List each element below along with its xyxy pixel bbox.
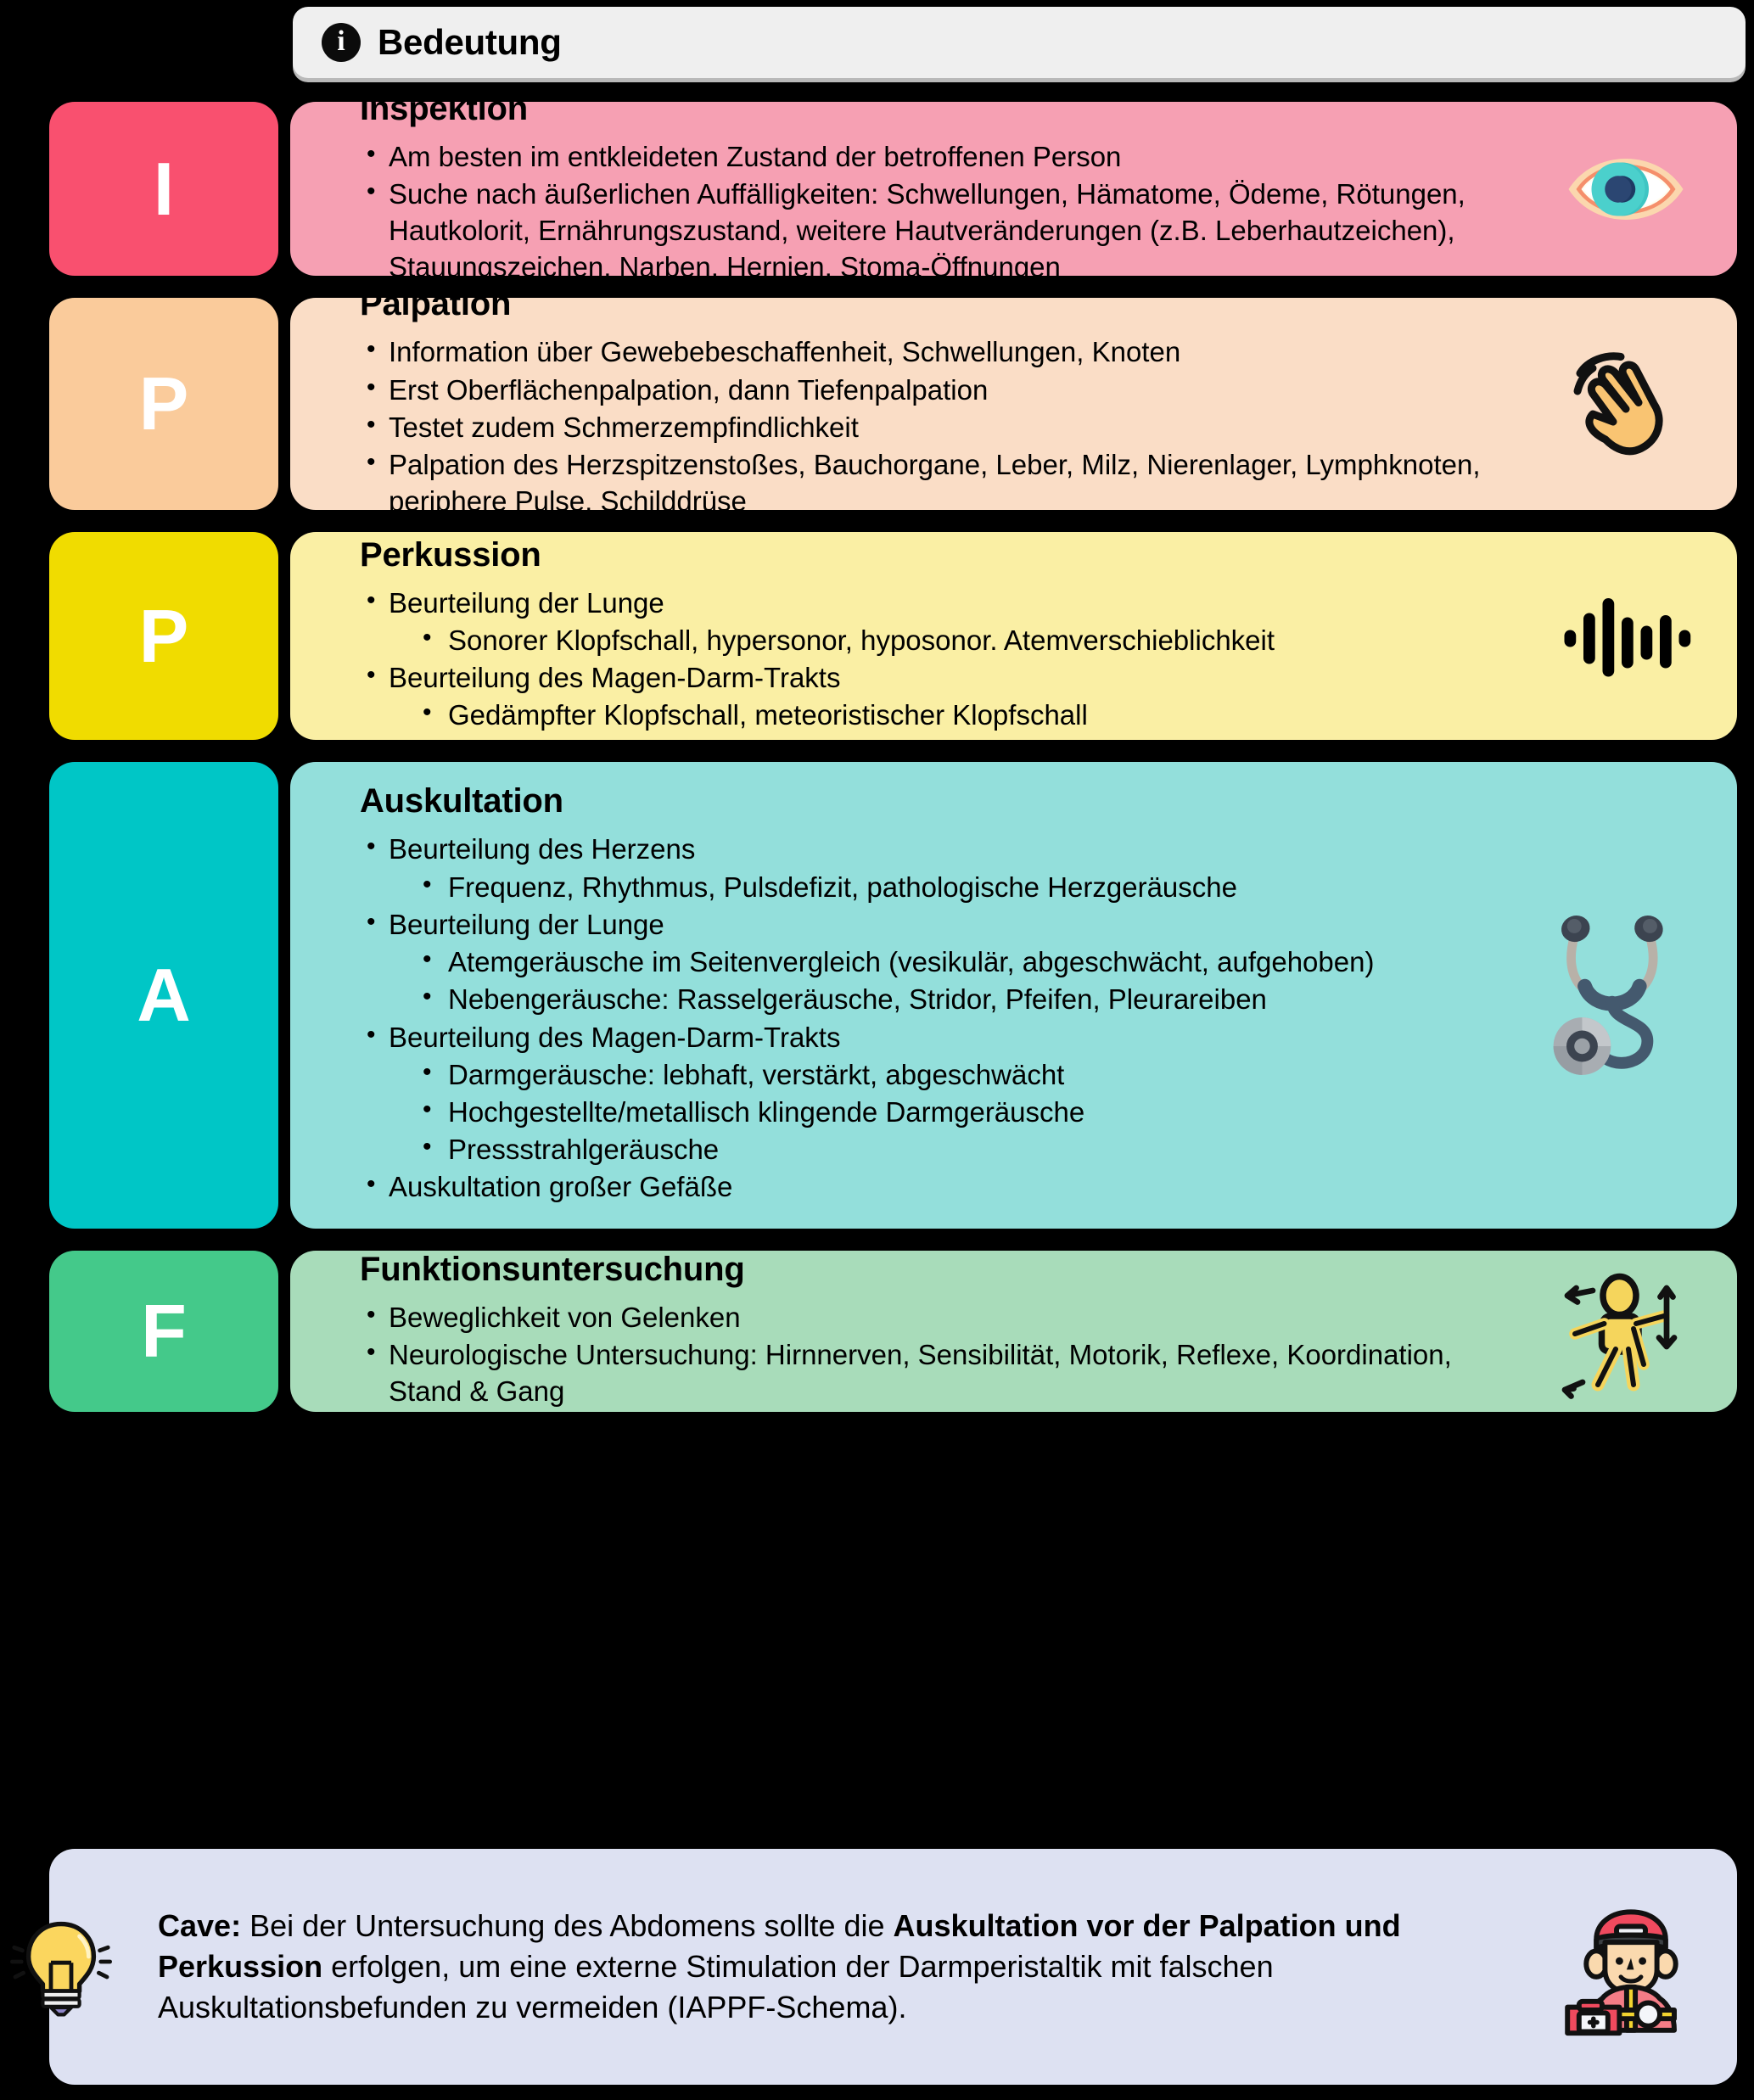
- list-item: • Beurteilung des Herzens: [360, 831, 1482, 867]
- card-title-auskultation: Auskultation: [360, 782, 563, 820]
- body-movement-icon: [1562, 1268, 1690, 1395]
- letter-tile-a: A: [49, 762, 278, 1229]
- list-item: • Beweglichkeit von Gelenken: [360, 1299, 1482, 1336]
- letter-tile-p2: P: [49, 532, 278, 740]
- list-item: • Hochgestellte/metallisch klingende Darmgeräusche: [360, 1094, 1482, 1130]
- cave-card: [49, 1849, 1737, 2085]
- list-item: • Frequenz, Rhythmus, Pulsdefizit, pathologische Herzgeräusche: [360, 869, 1482, 905]
- letter-tile-f: F: [49, 1251, 278, 1412]
- list-item: • Darmgeräusche: lebhaft, verstärkt, abgeschwächt: [360, 1056, 1482, 1093]
- header-row: [293, 7, 1746, 78]
- cave-box: [49, 1849, 1737, 2085]
- list-item: • Erst Oberflächenpalpation, dann Tiefenpalpation: [360, 372, 1482, 408]
- list-item: • Atemgeräusche im Seitenvergleich (vesikulär, abgeschwächt, aufgehoben): [360, 944, 1482, 980]
- list-item: • Am besten im entkleideten Zustand der betroffenen Person: [360, 138, 1482, 175]
- stethoscope-icon: [1545, 910, 1690, 1080]
- card-title-palpation: Palpation: [360, 285, 512, 323]
- rows-container: [0, 89, 1754, 1434]
- list-item: • Suche nach äußerlichen Auffälligkeiten: Schwellungen, Hämatome, Ödeme, Rötungen, Hautkolorit, Ernährungszustand, weitere Hautveränderungen (z.B. Leberhautzeichen), Stauungszeichen, Narben, Hernien, Stoma-Öffnungen: [360, 176, 1482, 286]
- card-title-funktionsuntersuchung: Funktionsuntersuchung: [360, 1250, 745, 1288]
- info-icon: i: [322, 23, 361, 62]
- paramedic-icon: [1559, 1895, 1703, 2039]
- cave-text-part2: erfolgen, um eine externe Stimulation der Darmperistaltik mit falschen Auskultationsbefunden zu vermeiden (IAPPF-Schema).: [158, 1948, 1274, 2025]
- page-title: Bedeutung: [378, 22, 562, 62]
- content-card-auskultation: [290, 762, 1737, 1229]
- bullet-list-palpation: [360, 333, 1482, 520]
- row-inspektion: [0, 89, 1754, 283]
- letter-tile-i: I: [49, 102, 278, 276]
- lightbulb-icon: [10, 1916, 112, 2018]
- list-item: • Beurteilung des Magen-Darm-Trakts: [360, 659, 1482, 696]
- cave-text: [158, 1906, 1482, 2029]
- cave-lead: Cave:: [158, 1907, 242, 1943]
- list-item: • Beurteilung der Lunge: [360, 906, 1482, 943]
- list-item: • Beurteilung der Lunge: [360, 585, 1482, 621]
- list-item: • Palpation des Herzspitzenstoßes, Bauchorgane, Leber, Milz, Nierenlager, Lymphknoten, periphere Pulse, Schilddrüse: [360, 446, 1482, 519]
- row-funktionsuntersuchung: [0, 1251, 1754, 1412]
- bullet-list-funktionsuntersuchung: [360, 1299, 1482, 1411]
- row-auskultation: [0, 762, 1754, 1229]
- soundwave-icon: [1562, 573, 1690, 700]
- list-item: • Neurologische Untersuchung: Hirnnerven, Sensibilität, Motorik, Reflexe, Koordination, Stand & Gang: [360, 1336, 1482, 1409]
- card-title-perkussion: Perkussion: [360, 535, 541, 574]
- list-item: • Gedämpfter Klopfschall, meteoristischer Klopfschall: [360, 697, 1482, 733]
- bullet-list-inspektion: [360, 138, 1482, 287]
- row-palpation: [0, 285, 1754, 518]
- eye-icon: [1562, 126, 1690, 253]
- hand-icon: [1562, 340, 1690, 468]
- content-card-inspektion: [290, 89, 1737, 283]
- content-card-perkussion: [290, 532, 1737, 740]
- header-card: [293, 7, 1746, 78]
- list-item: • Auskultation großer Gefäße: [360, 1168, 1482, 1205]
- bullet-list-perkussion: [360, 585, 1482, 735]
- list-item: • Sonorer Klopfschall, hypersonor, hyposonor. Atemverschieblichkeit: [360, 622, 1482, 658]
- list-item: • Beurteilung des Magen-Darm-Trakts: [360, 1019, 1482, 1056]
- cave-bold-emphasis: Auskultation vor der Palpation und Perkussion: [158, 1907, 1401, 1984]
- list-item: • Nebengeräusche: Rasselgeräusche, Stridor, Pfeifen, Pleurareiben: [360, 981, 1482, 1017]
- content-card-funktionsuntersuchung: [290, 1251, 1737, 1412]
- cave-text-part1: Bei der Untersuchung des Abdomens sollte die: [241, 1907, 894, 1943]
- list-item: • Testet zudem Schmerzempfindlichkeit: [360, 409, 1482, 445]
- card-title-inspektion: Inspektion: [360, 89, 529, 127]
- bullet-list-auskultation: [360, 831, 1482, 1206]
- letter-tile-p1: P: [49, 298, 278, 510]
- content-card-palpation: [290, 285, 1737, 518]
- list-item: • Information über Gewebebeschaffenheit, Schwellungen, Knoten: [360, 333, 1482, 370]
- list-item: • Pressstrahlgeräusche: [360, 1131, 1482, 1168]
- row-perkussion: [0, 532, 1754, 740]
